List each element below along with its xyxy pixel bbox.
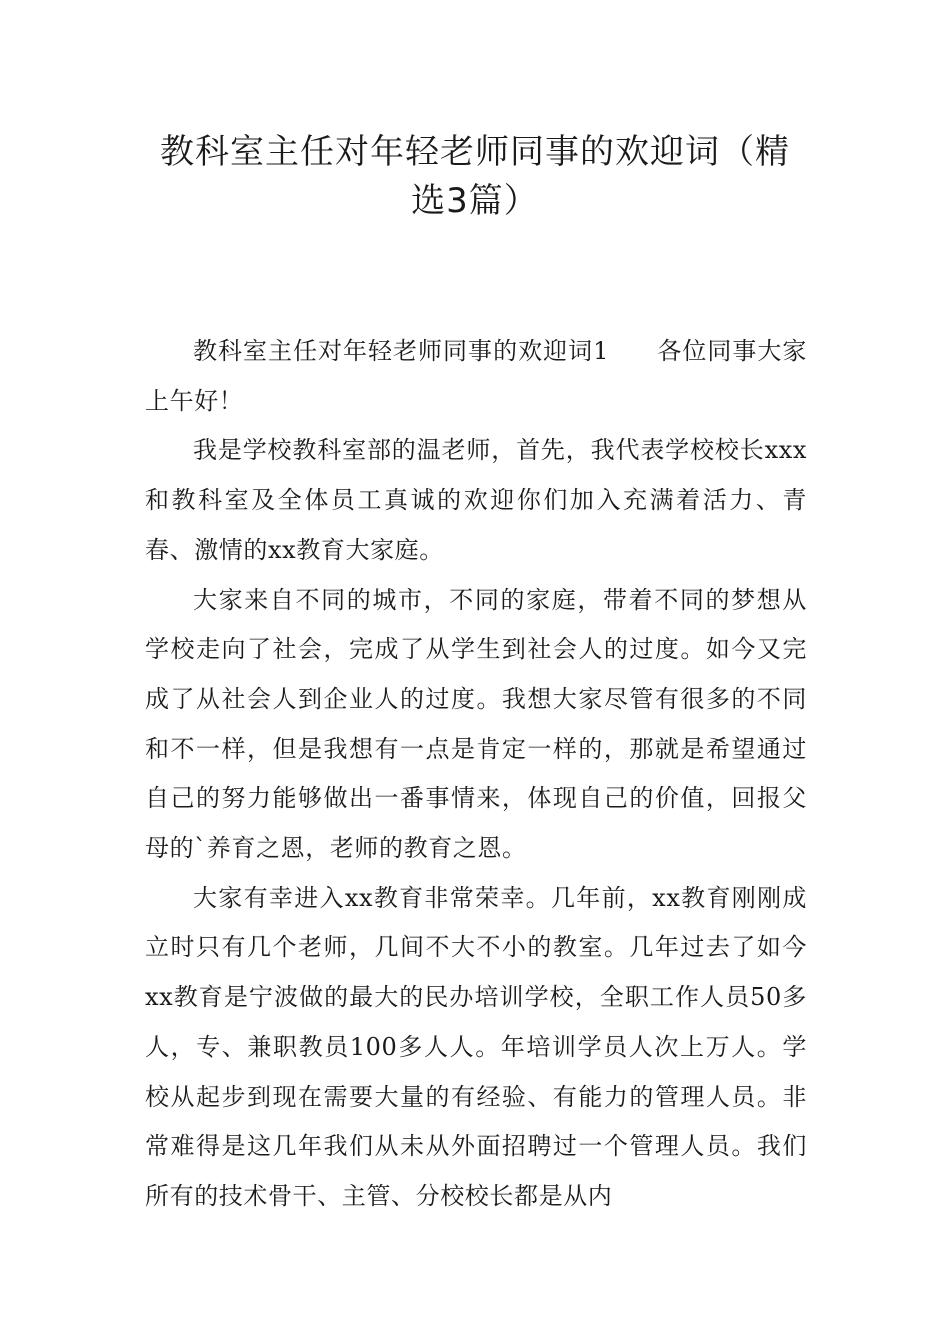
paragraph-2: 我是学校教科室部的温老师，首先，我代表学校校长xxx和教科室及全体员工真诚的欢迎你们加入充满着活力、青春、激情的xx教育大家庭。: [145, 436, 807, 564]
title-line-1: 教科室主任对年轻老师同事的欢迎词（精: [160, 132, 790, 172]
section-heading: 教科室主任对年轻老师同事的欢迎词1: [193, 337, 609, 365]
paragraph-1: [145, 327, 807, 426]
document-body: [145, 327, 807, 1222]
paragraph-4: 大家有幸进入xx教育非常荣幸。几年前，xx教育刚刚成立时只有几个老师，几间不大不小的教室。几年过去了如今xx教育是宁波做的最大的民办培训学校，全职工作人员50多人，专、兼职教员100多人人。年培训学员人次上万人。学校从起步到现在需要大量的有经验、有能力的管理人员。非常难得是这几年我们从未从外面招聘过一个管理人员。我们所有的技术骨干、主管、分校校长都是从内: [145, 883, 807, 1210]
document-title: [140, 128, 810, 226]
paragraph-3: 大家来自不同的城市，不同的家庭，带着不同的梦想从学校走向了社会，完成了从学生到社会人的过度。如今又完成了从社会人到企业人的过度。我想大家尽管有很多的不同和不一样，但是我想有一点是肯定一样的，那就是希望通过自己的努力能够做出一番事情来，体现自己的价值，回报父母的`养育之恩，老师的教育之恩。: [145, 585, 807, 863]
title-line-2: 选3篇）: [411, 181, 539, 221]
paragraph-text: 各位同事大家上午好！: [145, 337, 808, 415]
